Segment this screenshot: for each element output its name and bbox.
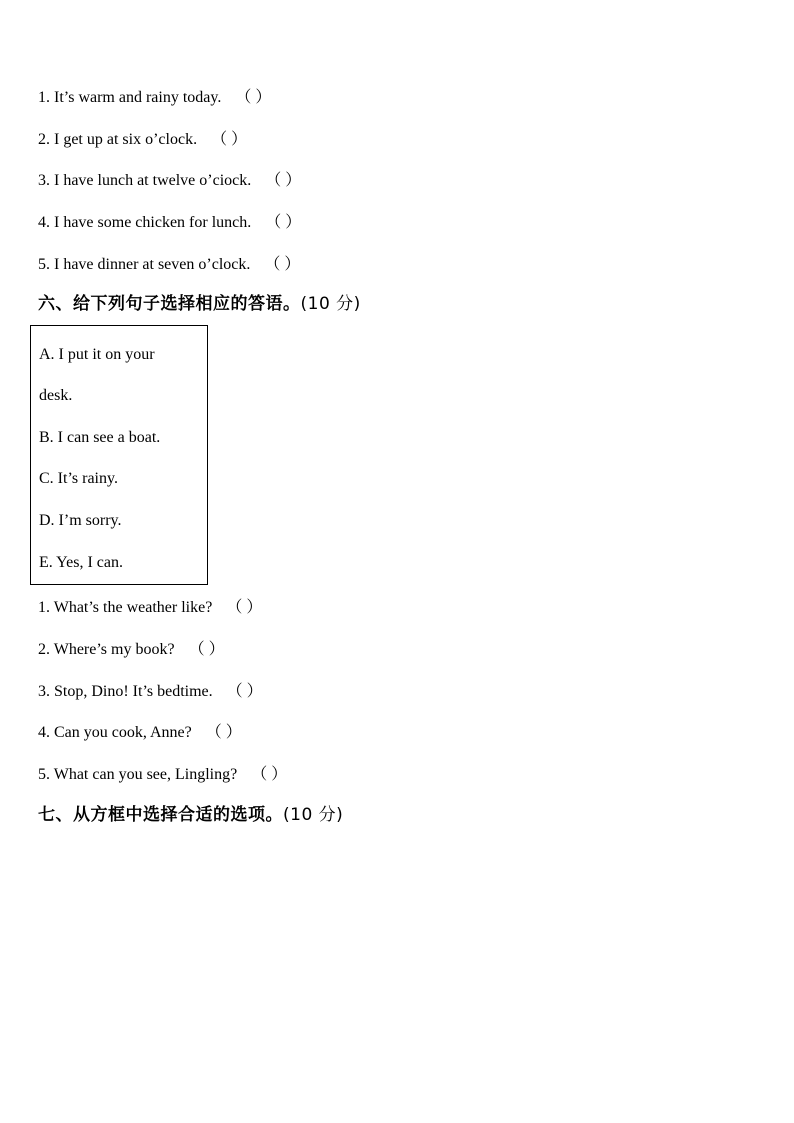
question-line — [38, 171, 301, 191]
question-line — [38, 255, 300, 275]
option-b: B. I can see a boat. — [39, 429, 161, 446]
answer-blank[interactable]: （ ） — [211, 131, 248, 148]
question-text: 5. What can you see, Lingling? — [38, 766, 238, 783]
answer-options-box — [30, 325, 208, 585]
answer-blank[interactable]: （ ） — [251, 766, 288, 783]
answer-blank[interactable]: （ ） — [264, 256, 301, 273]
answer-blank[interactable]: （ ） — [226, 683, 263, 700]
option-a: A. I put it on your — [39, 346, 155, 363]
section-title: 六、给下列句子选择相应的答语。 — [38, 294, 301, 314]
question-line — [38, 723, 242, 743]
section-score: (10 分) — [283, 805, 344, 825]
answer-blank[interactable]: （ ） — [226, 599, 263, 616]
answer-blank[interactable]: （ ） — [265, 214, 302, 231]
question-text: 2. I get up at six o’clock. — [38, 131, 198, 148]
question-text: 1. What’s the weather like? — [38, 599, 213, 616]
option-e: E. Yes, I can. — [39, 554, 123, 571]
option-c: C. It’s rainy. — [39, 470, 118, 487]
question-line — [38, 640, 225, 660]
section-heading — [38, 804, 343, 826]
question-text: 1. It’s warm and rainy today. — [38, 89, 222, 106]
section-heading — [38, 293, 361, 315]
section-score: (10 分) — [300, 294, 361, 314]
question-line — [38, 598, 262, 618]
section-title: 七、从方框中选择合适的选项。 — [38, 805, 283, 825]
question-text: 2. Where’s my book? — [38, 641, 175, 658]
answer-blank[interactable]: （ ） — [205, 724, 242, 741]
question-line — [38, 88, 271, 108]
question-line — [38, 765, 287, 785]
question-text: 3. I have lunch at twelve o’ciock. — [38, 172, 252, 189]
question-text: 4. I have some chicken for lunch. — [38, 214, 252, 231]
question-line — [38, 213, 301, 233]
question-text: 4. Can you cook, Anne? — [38, 724, 192, 741]
question-text: 3. Stop, Dino! It’s bedtime. — [38, 683, 213, 700]
answer-blank[interactable]: （ ） — [188, 641, 225, 658]
question-line — [38, 130, 247, 150]
option-d: D. I’m sorry. — [39, 512, 122, 529]
option-a-cont: desk. — [39, 387, 73, 404]
answer-blank[interactable]: （ ） — [265, 172, 302, 189]
question-text: 5. I have dinner at seven o’clock. — [38, 256, 251, 273]
question-line — [38, 682, 263, 702]
answer-blank[interactable]: （ ） — [235, 89, 272, 106]
